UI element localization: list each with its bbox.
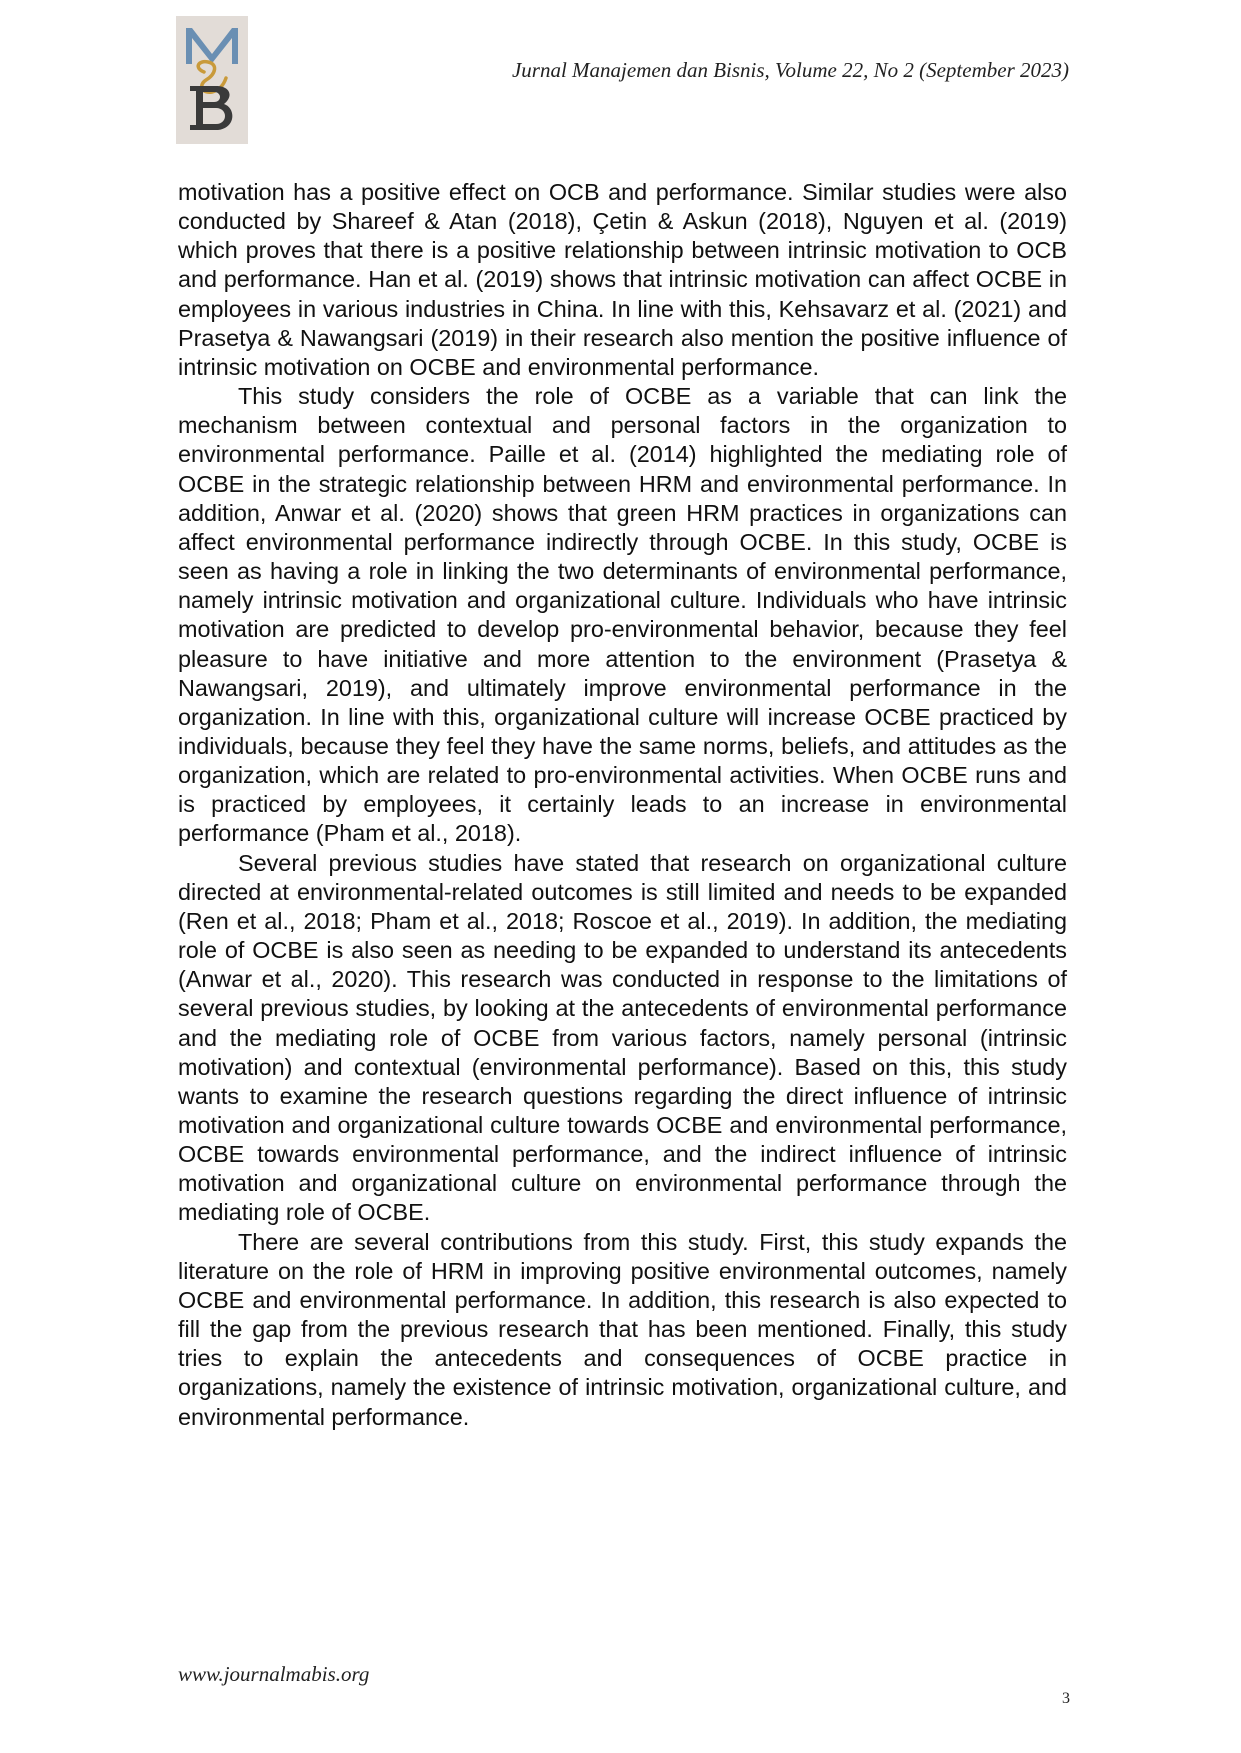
paragraph: This study considers the role of OCBE as a variable that can link the mechanism between contextual and personal factors in the organization to environmental performance. Paille et al. (2014) highlighted the mediating role of OCBE in the strategic relationship between HRM and environmental performance. In addition, Anwar et al. (2020) shows that green HRM practices in organizations can affect environmental performance indirectly through OCBE. In this study, OCBE is seen as having a role in linking the two determinants of environmental performance, namely intrinsic motivation and organizational culture. Individuals who have intrinsic motivation are predicted to develop pro-environmental behavior, because they feel pleasure to have initiative and more attention to the environment (Prasetya & Nawangsari, 2019), and ultimately improve environmental performance in the organization. In line with this, organizational culture will increase OCBE practiced by individuals, because they feel they have the same norms, beliefs, and attitudes as the organization, which are related to pro-environmental activities. When OCBE runs and is practiced by employees, it certainly leads to an increase in environmental performance (Pham et al., 2018). [178, 383, 1067, 847]
paragraph: motivation has a positive effect on OCB and performance. Similar studies were also conducted by Shareef & Atan (2018), Çetin & Askun (2018), Nguyen et al. (2019) which proves that there is a positive relationship between intrinsic motivation to OCB and performance. Han et al. (2019) shows that intrinsic motivation can affect OCBE in employees in various industries in China. In line with this, Kehsavarz et al. (2021) and Prasetya & Nawangsari (2019) in their research also mention the positive influence of intrinsic motivation on OCBE and environmental performance. [178, 179, 1067, 380]
paragraph: There are several contributions from this study. First, this study expands the literature on the role of HRM in improving positive environmental outcomes, namely OCBE and environmental performance. In addition, this research is also expected to fill the gap from the previous research that has been mentioned. Finally, this study tries to explain the antecedents and consequences of OCBE practice in organizations, namely the existence of intrinsic motivation, organizational culture, and environmental performance. [178, 1228, 1067, 1430]
journal-logo [176, 16, 248, 144]
journal-running-header: Jurnal Manajemen dan Bisnis, Volume 22, No 2 (September 2023) [511, 58, 1069, 82]
page-number: 3 [1062, 1690, 1070, 1707]
article-body [178, 178, 1067, 1432]
journal-logo-mark [176, 16, 248, 144]
footer-website-url: www.journalmabis.org [178, 1662, 370, 1686]
paragraph: Several previous studies have stated that research on organizational culture directed at environmental-related outcomes is still limited and needs to be expanded (Ren et al., 2018; Pham et al., 2018; Roscoe et al., 2019). In addition, the mediating role of OCBE is also seen as needing to be expanded to understand its antecedents (Anwar et al., 2020). This research was conducted in response to the limitations of several previous studies, by looking at the antecedents of environmental performance and the mediating role of OCBE from various factors, namely personal (intrinsic motivation) and contextual (environmental performance). Based on this, this study wants to examine the research questions regarding the direct influence of intrinsic motivation and organizational culture towards OCBE and environmental performance, OCBE towards environmental performance, and the indirect influence of intrinsic motivation and organizational culture on environmental performance through the mediating role of OCBE. [178, 849, 1067, 1226]
